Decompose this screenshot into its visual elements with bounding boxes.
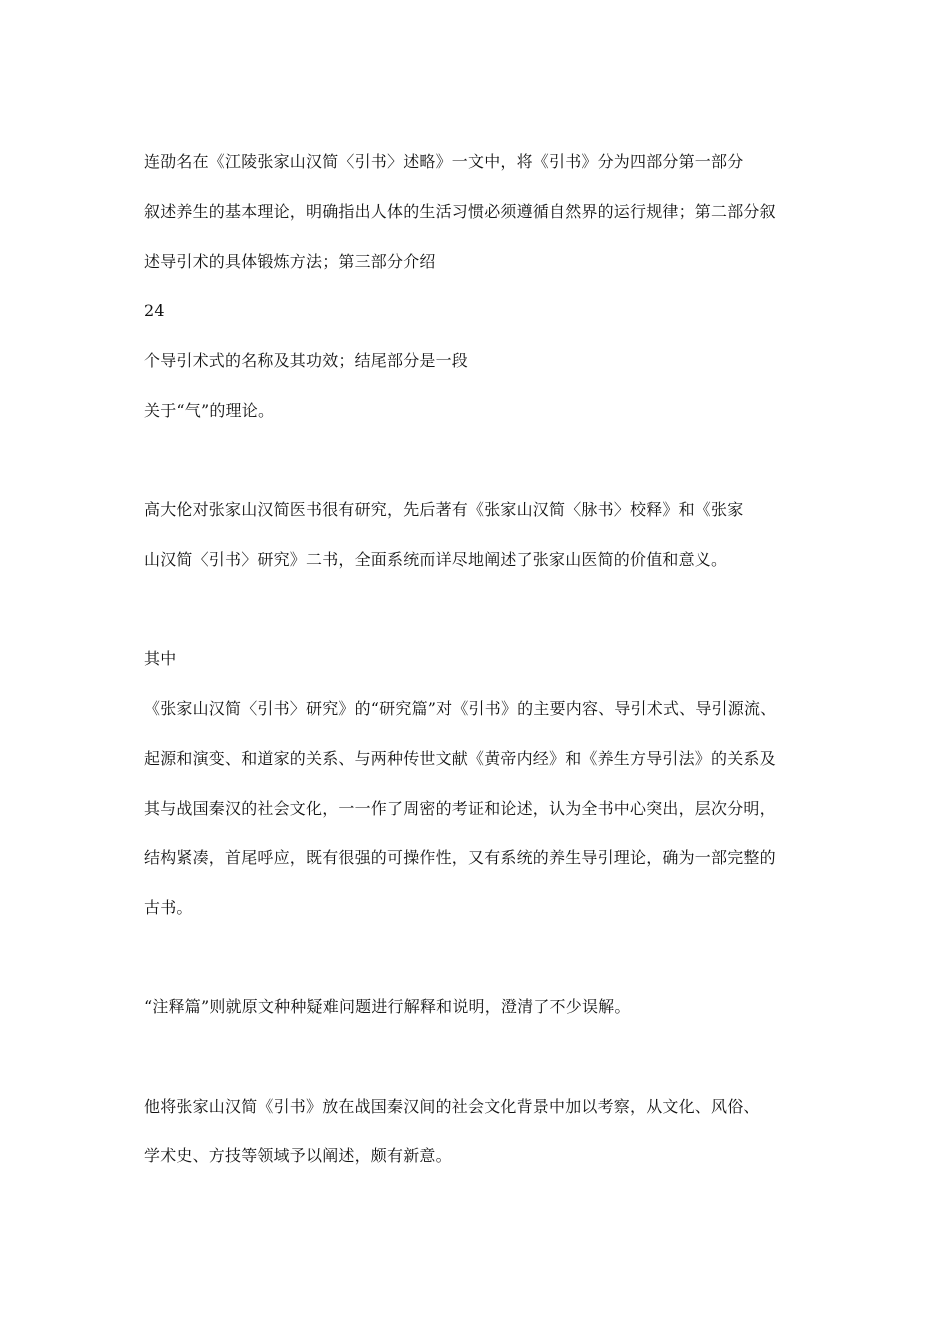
text-line: 《张家山汉简〈引书〉研究》的“研究篇”对《引书》的主要内容、导引术式、导引源流、 bbox=[144, 699, 777, 718]
text-line: 个导引术式的名称及其功效；结尾部分是一段 bbox=[144, 351, 469, 370]
text-line: 24 bbox=[144, 301, 165, 320]
text-line: 述导引术的具体锻炼方法；第三部分介绍 bbox=[144, 252, 436, 271]
text-line: 连劭名在《江陵张家山汉简〈引书〉述略》一文中，将《引书》分为四部分第一部分 bbox=[144, 152, 744, 171]
text-line: 其中 bbox=[144, 649, 177, 668]
text-line: 其与战国秦汉的社会文化，一一作了周密的考证和论述，认为全书中心突出，层次分明， bbox=[144, 799, 776, 818]
text-line: “注释篇”则就原文种种疑难问题进行解释和说明，澄清了不少误解。 bbox=[144, 997, 631, 1016]
text-line: 关于“气”的理论。 bbox=[144, 401, 275, 420]
text-line: 学术史、方技等领域予以阐述，颇有新意。 bbox=[144, 1146, 452, 1165]
text-line: 高大伦对张家山汉简医书很有研究，先后著有《张家山汉简〈脉书〉校释》和《张家 bbox=[144, 500, 744, 519]
text-line: 起源和演变、和道家的关系、与两种传世文献《黄帝内经》和《养生方导引法》的关系及 bbox=[144, 749, 776, 768]
text-line: 结构紧凑，首尾呼应，既有很强的可操作性，又有系统的养生导引理论，确为一部完整的 bbox=[144, 848, 776, 867]
text-line: 古书。 bbox=[144, 898, 193, 917]
text-line: 叙述养生的基本理论，明确指出人体的生活习惯必须遵循自然界的运行规律；第二部分叙 bbox=[144, 202, 776, 221]
text-line: 他将张家山汉简《引书》放在战国秦汉间的社会文化背景中加以考察，从文化、风俗、 bbox=[144, 1097, 760, 1116]
text-line: 山汉简〈引书〉研究》二书，全面系统而详尽地阐述了张家山医简的价值和意义。 bbox=[144, 550, 728, 569]
